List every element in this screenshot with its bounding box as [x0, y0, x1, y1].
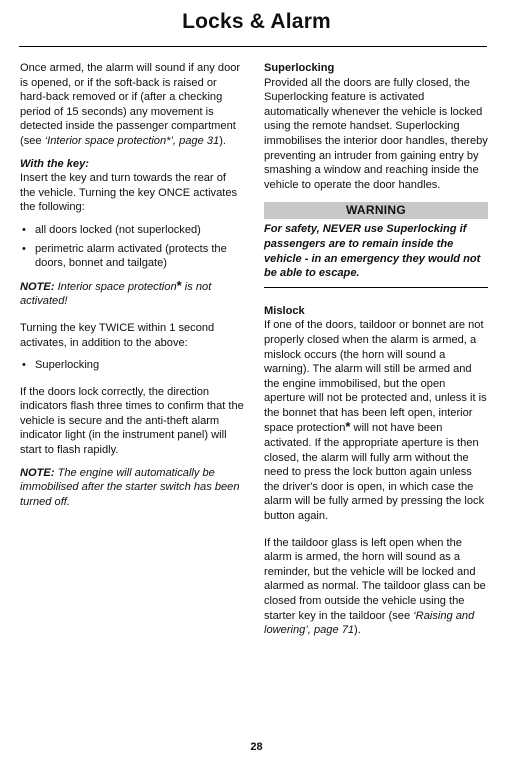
taildoor-paragraph — [264, 536, 488, 638]
asterisk-mark: * — [176, 277, 182, 293]
warning-text: For safety, NEVER use Superlocking if passengers are to remain inside the vehicle - in an emergency they would not be able to escape. — [264, 223, 481, 280]
indicators-paragraph: If the doors lock correctly, the direction indicators flash three times to confirm that the vehicle is secure and the anti-theft alarm indicator light (in the instrument panel) will start to flash rapidly. — [20, 385, 244, 457]
header-rule — [19, 46, 487, 47]
right-column — [264, 61, 488, 646]
list-item: • all doors locked (not superlocked) — [20, 223, 244, 238]
page-number: 28 — [250, 741, 263, 753]
mislock-text — [264, 318, 488, 523]
mislock-text-b: will not have been activated. If the appropriate aperture is then closed, the alarm will fully arm without the need to press the lock button again unless the driver's door is open, in which case the alarm will be fully armed by pressing the lock button again. — [264, 422, 485, 523]
note-text: The engine will automatically be immobilised after the starter switch has been turned off. — [20, 466, 240, 508]
twice-text: Turning the key TWICE within 1 second activates, in addition to the above: — [20, 321, 215, 349]
note-interior-space — [20, 279, 244, 309]
page-title: Locks & Alarm — [182, 10, 331, 33]
alarm-intro-paragraph — [20, 61, 244, 149]
taildoor-text: If the taildoor glass is left open when the alarm is armed, the horn will sound as a reminder, but the vehicle will be locked and alarmed as normal. The taildoor glass can be closed from outside the vehicle using the starter key in the taildoor (see — [264, 536, 486, 622]
with-key-heading: With the key: — [20, 157, 89, 170]
note-immobilised — [20, 466, 244, 510]
superlocking-text: Provided all the doors are fully closed, the Superlocking feature is activated automatically whenever the vehicle is locked using the remote handset. Superlocking immobilises the interior door handles, thereby preventing an intruder from gaining entry by smashing a window and reaching inside the vehicle to operate the door handles. — [264, 76, 488, 191]
list-item: • perimetric alarm activated (protects the doors, bonnet and tailgate) — [20, 242, 244, 271]
once-bullet-list — [20, 223, 244, 271]
note-text-end: is not activated! — [20, 280, 212, 308]
taildoor-end: ). — [354, 624, 361, 637]
alarm-intro-text: Once armed, the alarm will sound if any door is opened, or if the soft-back is raised or hard-back removed or if (after a checking period of 15 seconds) any movement is detected inside the passenger compartment (see — [20, 62, 241, 147]
note-label: NOTE: — [20, 280, 55, 293]
superlocking-heading: Superlocking — [264, 62, 335, 74]
list-item: • Superlocking — [20, 358, 244, 373]
raising-lowering-reference: ‘Raising and lowering’, page 71 — [264, 609, 475, 637]
note-text: Interior space protection — [54, 280, 177, 293]
asterisk-mark: * — [345, 419, 351, 435]
warning-heading: WARNING — [264, 202, 488, 219]
with-key-text: Insert the key and turn towards the rear of the vehicle. Turning the key ONCE activates the following: — [20, 172, 238, 214]
note-label: NOTE: — [20, 466, 55, 479]
alarm-intro-end: ). — [219, 134, 226, 147]
twice-bullet-list — [20, 358, 244, 373]
left-column — [20, 61, 244, 517]
mislock-text-a: If one of the doors, taildoor or bonnet are not properly closed when the alarm is armed, a mislock occurs (the horn will sound a warning). The alarm will still be armed and the engine immobilised, but the open aperture will not be protected and, unless it is the bonnet that has been left open, interior space protection — [264, 319, 487, 435]
warning-rule — [264, 287, 488, 288]
interior-space-reference: ‘Interior space protection*’, page 31 — [44, 134, 220, 147]
mislock-heading: Mislock — [264, 304, 305, 317]
